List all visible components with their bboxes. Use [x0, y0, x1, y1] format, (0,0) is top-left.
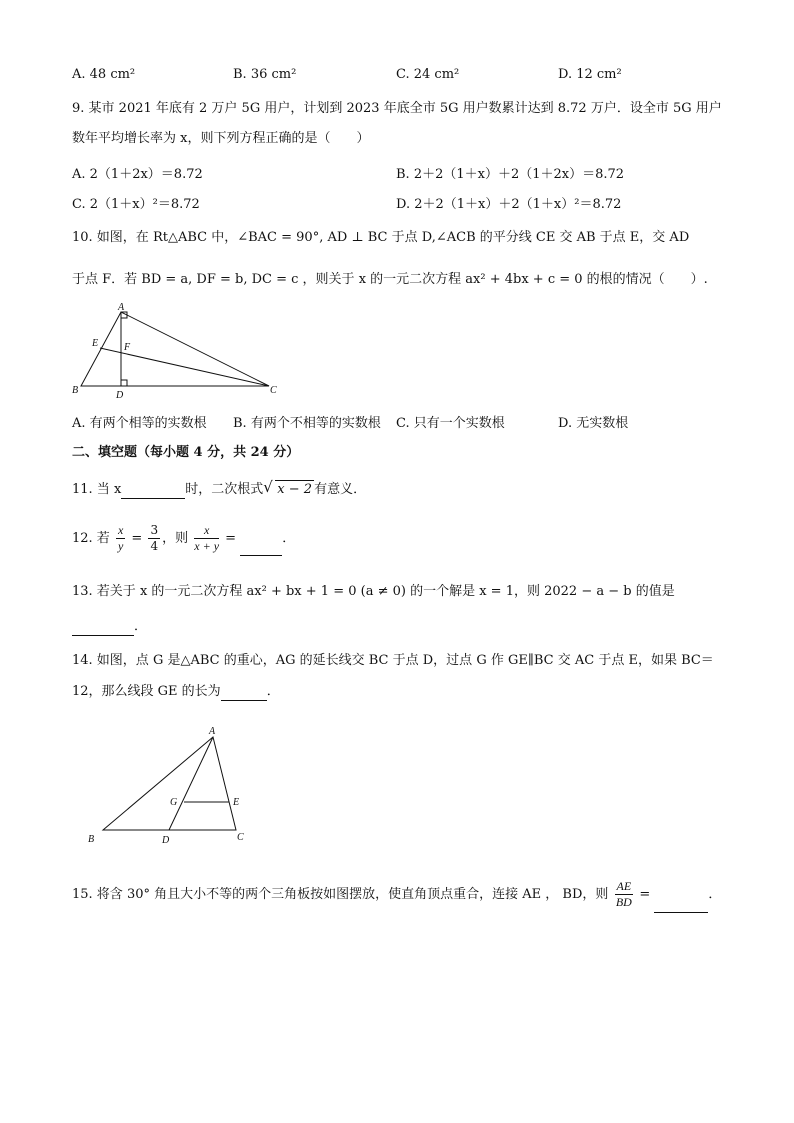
q10-label-c: C	[270, 385, 277, 396]
q12-fraction-x-over-y: $\frac{x}{y}$	[117, 523, 124, 553]
q12-fraction-x-over-x-plus-y: $\frac{x}{x + y}$	[194, 523, 220, 553]
q9-option-a: A. 2（1＋2x）＝8.72	[72, 167, 203, 182]
q8-option-c: C. 24 cm²	[396, 67, 460, 82]
q9-option-b: B. 2＋2（1＋x）＋2（1＋2x）＝8.72	[396, 167, 625, 182]
q11-suffix: 有意义．	[314, 482, 367, 497]
q12-suffix: ．	[282, 531, 296, 546]
q12	[72, 522, 295, 556]
q10-label-e: E	[92, 338, 99, 349]
q10-triangle-abc	[81, 312, 269, 386]
q15-fraction-ae-over-bd: $\frac{AE}{BD}$	[615, 879, 632, 909]
q13-answer-line	[72, 618, 147, 636]
q10-figure	[64, 300, 284, 402]
q14-stem-line1: 14. 如图，点 G 是△ABC 的重心，AG 的延长线交 BC 于点 D，过点 G 作 GE∥BC 交 AC 于点 E，如果 BC＝	[72, 653, 714, 668]
q14-figure	[80, 724, 260, 850]
q15-equals: =	[639, 887, 651, 902]
q14-stem-line2-text: 12，那么线段 GE 的长为	[72, 684, 221, 699]
section-title: 二、填空题（每小题 4 分，共 24 分）	[72, 445, 300, 460]
q13-suffix: ．	[134, 619, 148, 634]
q12-equals-1: =	[131, 531, 143, 546]
q10-option-b: B. 有两个不相等的实数根	[233, 416, 381, 431]
q14-answer-blank[interactable]	[221, 686, 267, 701]
q10-stem-line1: 10. 如图，在 Rt△ABC 中，∠BAC = 90°, AD ⊥ BC 于点 D,∠ACB 的平分线 CE 交 AB 于点 E，交 AD	[72, 230, 690, 245]
q10-label-b: B	[72, 385, 79, 396]
q8-option-a: A. 48 cm²	[72, 67, 136, 82]
q12-mid: ，则	[162, 531, 189, 546]
q12-equals-2: =	[225, 531, 237, 546]
q8-option-d: D. 12 cm²	[558, 67, 622, 82]
q11-prefix: 11. 当 x	[72, 482, 122, 497]
q10-right-angle-d	[121, 380, 127, 386]
q11	[72, 480, 366, 499]
q10-label-f: F	[124, 342, 131, 353]
q9-stem-line2: 数年平均增长率为 x，则下列方程正确的是（ ）	[72, 131, 370, 146]
q12-fraction-3-over-4: $\frac{3}{4}$	[150, 523, 159, 553]
q10-stem-line2: 于点 F．若 BD = a, DF = b, DC = c ，则关于 x 的一元二次方程 ax² + 4bx + c = 0 的根的情况（ ）.	[72, 272, 708, 287]
q15	[72, 877, 721, 913]
q14-label-a: A	[209, 726, 216, 737]
q10-label-a: A	[118, 302, 125, 313]
q9-option-c: C. 2（1＋x）²＝8.72	[72, 197, 200, 212]
q12-prefix: 12. 若	[72, 531, 110, 546]
q9-stem-line1: 9. 某市 2021 年底有 2 万户 5G 用户，计划到 2023 年底全市 5G 用户数累计达到 8.72 万户．设全市 5G 用户	[72, 101, 722, 116]
q13-answer-blank[interactable]	[72, 621, 134, 636]
q14-label-b: B	[88, 834, 95, 845]
q14-label-g: G	[170, 797, 178, 808]
q15-suffix: ．	[708, 887, 722, 902]
q10-label-d: D	[116, 390, 124, 401]
q11-radical: √ x − 2	[275, 480, 314, 499]
q15-answer-blank[interactable]	[654, 898, 708, 913]
q11-answer-blank[interactable]	[121, 484, 185, 499]
q11-middle: 时，二次根式	[185, 482, 264, 497]
q10-option-a: A. 有两个相等的实数根	[72, 416, 207, 431]
q14-triangle-abc	[103, 737, 236, 830]
q15-stem: 15. 将含 30° 角且大小不等的两个三角板按如图摆放，使直角顶点重合，连接 AE ， BD，则	[72, 887, 609, 902]
q12-answer-blank[interactable]	[240, 541, 282, 556]
q8-option-b: B. 36 cm²	[233, 67, 297, 82]
q10-option-d: D. 无实数根	[558, 416, 629, 431]
q14-label-e: E	[233, 797, 240, 808]
q9-option-d: D. 2＋2（1＋x）＋2（1＋x）²＝8.72	[396, 197, 622, 212]
q14-stem-line2	[72, 683, 280, 701]
q10-option-c: C. 只有一个实数根	[396, 416, 505, 431]
q14-label-d: D	[162, 835, 170, 846]
q14-suffix: ．	[266, 684, 280, 699]
q14-label-c: C	[237, 832, 244, 843]
q14-median-ad	[169, 737, 213, 830]
q13-stem: 13. 若关于 x 的一元二次方程 ax² + bx + 1 = 0 (a ≠ 0) 的一个解是 x = 1，则 2022 − a − b 的值是	[72, 584, 675, 599]
